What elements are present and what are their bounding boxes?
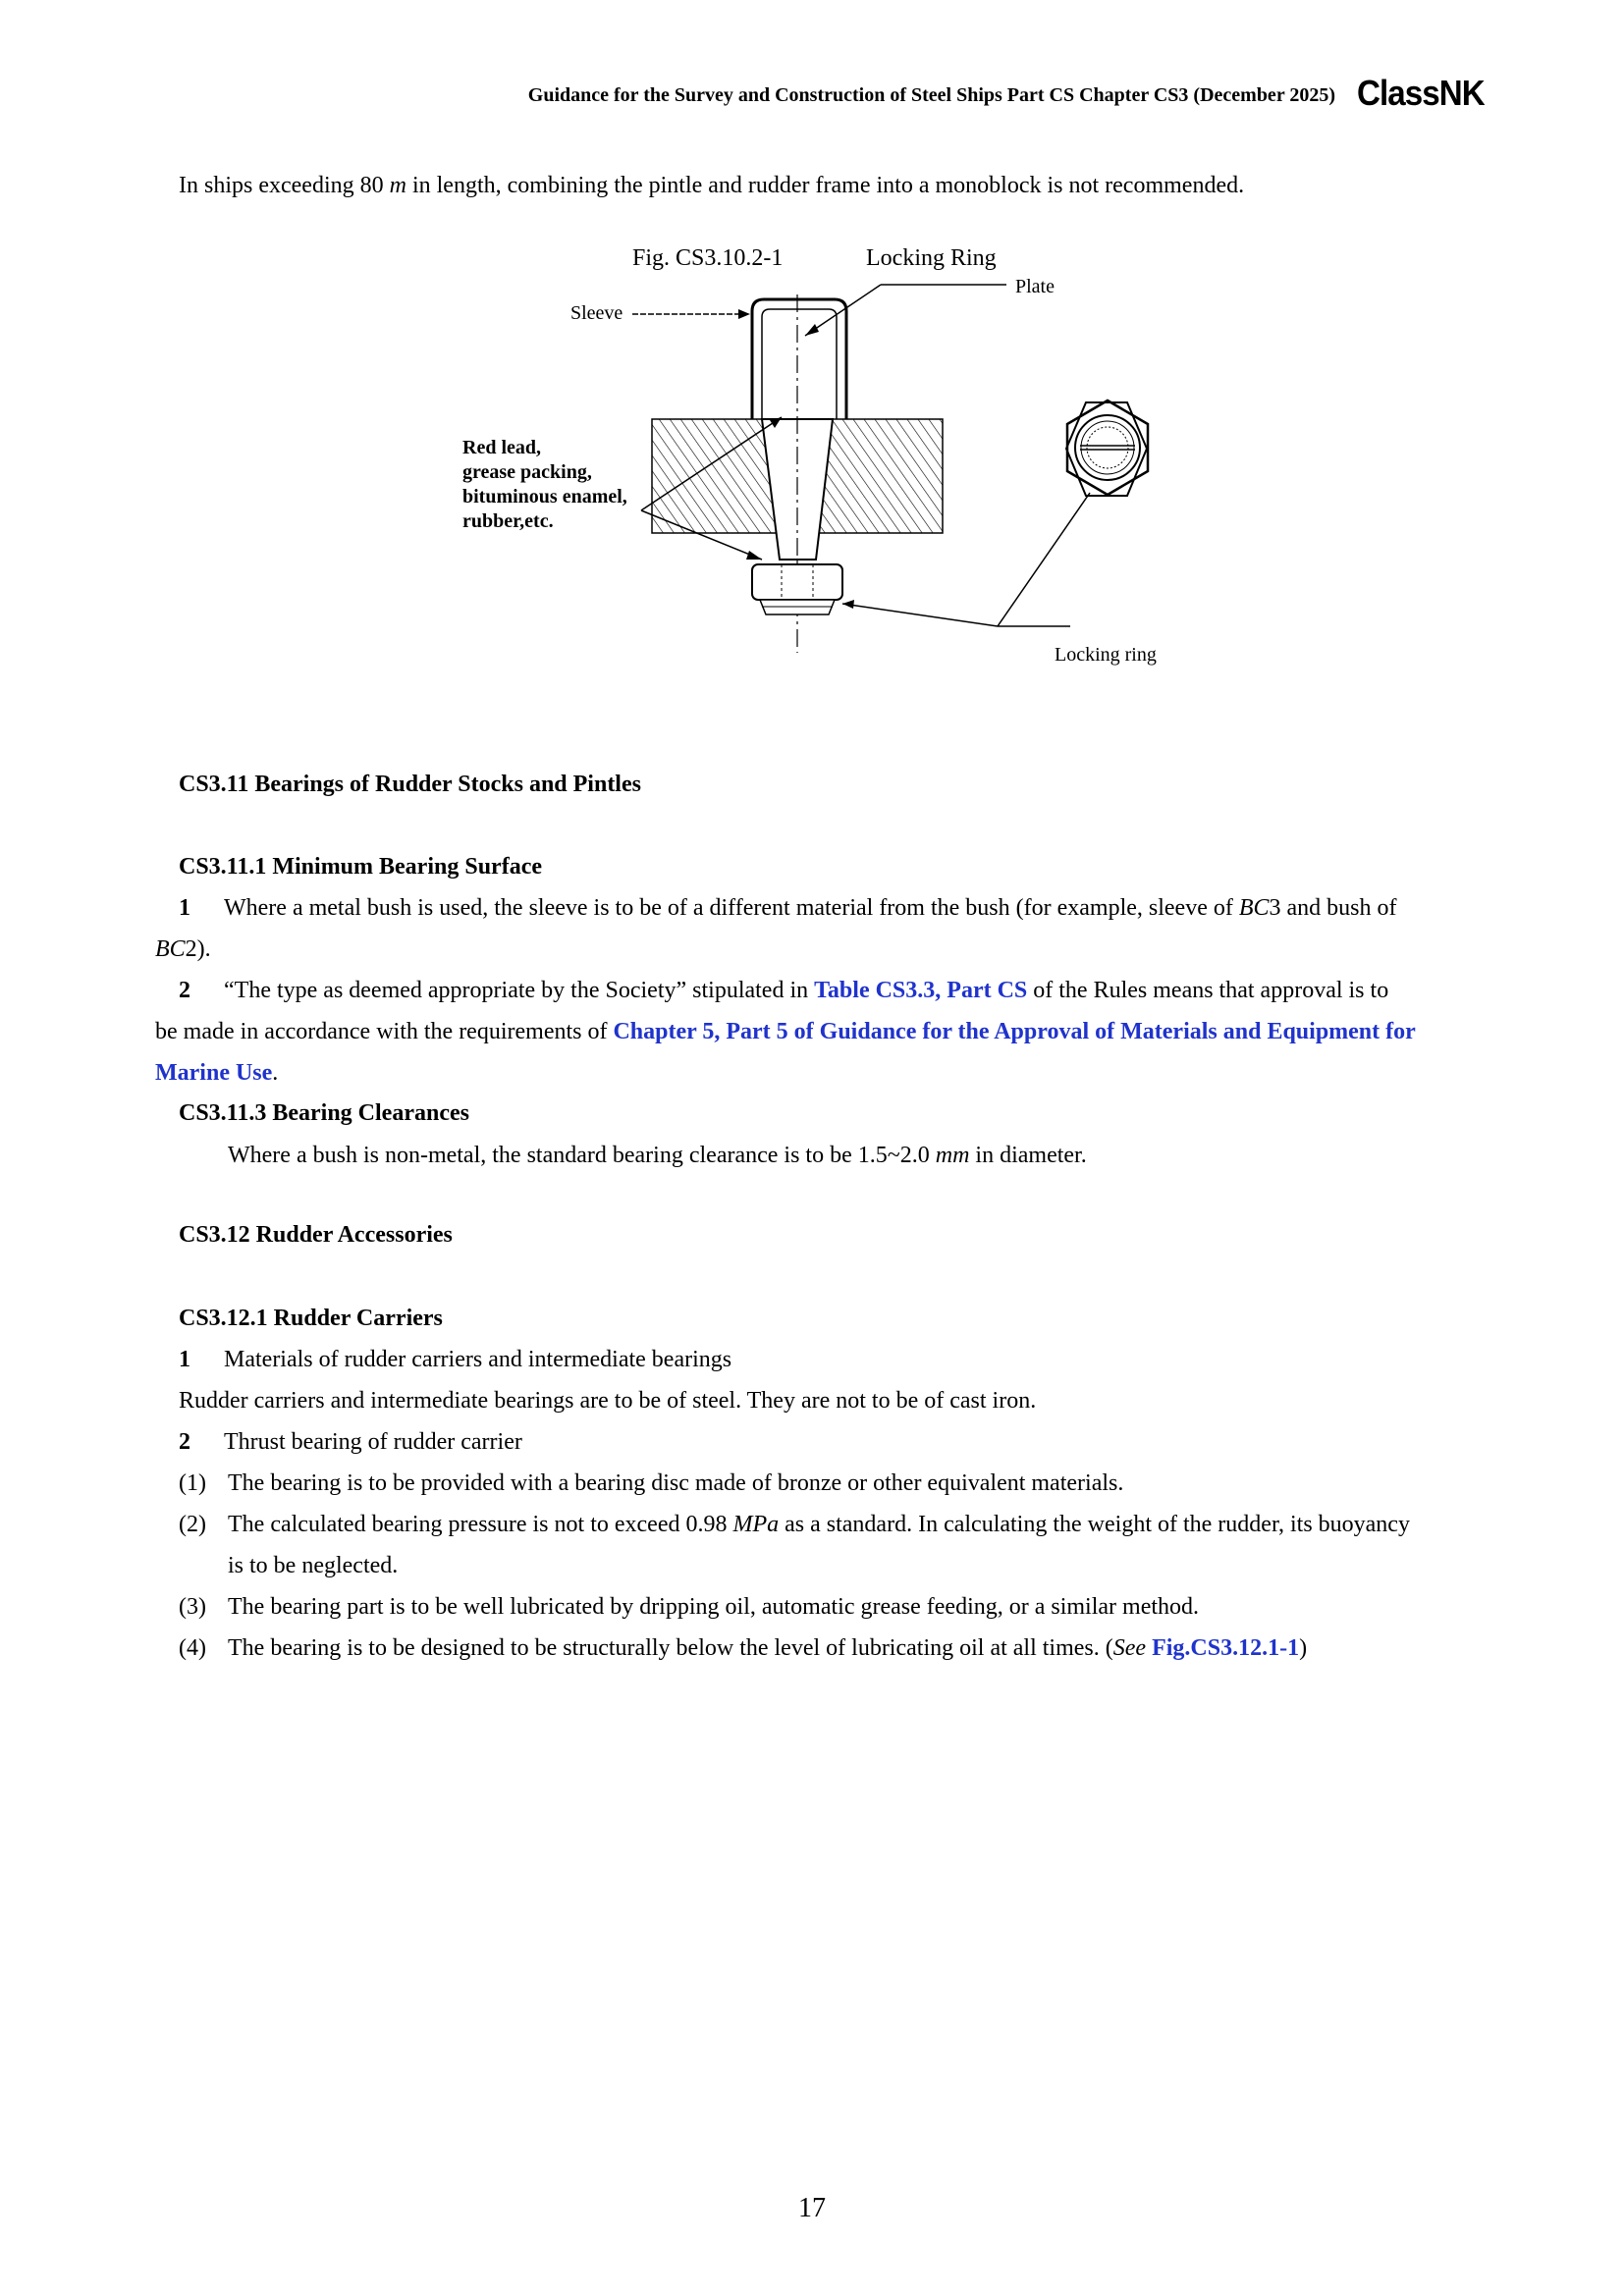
text-run: . bbox=[272, 1060, 279, 1086]
section-heading-cs3-11: CS3.11 Bearings of Rudder Stocks and Pintles bbox=[179, 772, 641, 797]
material-code: BC bbox=[155, 936, 186, 962]
item-number: 2 bbox=[179, 978, 190, 1003]
text-run: The bearing is to be designed to be structurally below the level of lubricating oil at all times. ( bbox=[228, 1635, 1113, 1661]
sub-item-number: (3) bbox=[179, 1594, 206, 1620]
label-sleeve: Sleeve bbox=[570, 302, 623, 324]
subsection-heading-cs3-12-1: CS3.12.1 Rudder Carriers bbox=[179, 1306, 443, 1331]
subsection-heading-cs3-11-1: CS3.11.1 Minimum Bearing Surface bbox=[179, 854, 542, 880]
text-run: The bearing is to be provided with a bearing disc made of bronze or other equivalent materials. bbox=[228, 1470, 1124, 1496]
intro-paragraph bbox=[179, 165, 1244, 206]
label-packing-line: grease packing, bbox=[462, 461, 592, 483]
text-run: be made in accordance with the requirements of bbox=[155, 1019, 614, 1044]
label-plate: Plate bbox=[1015, 276, 1055, 297]
link-guidance-materials[interactable]: Chapter 5, Part 5 of Guidance for the Approval of Materials and Equipment for bbox=[613, 1019, 1416, 1044]
page-number: 17 bbox=[798, 2193, 826, 2223]
sub-item-number: (2) bbox=[179, 1512, 206, 1537]
link-fig-cs3-12-1-1[interactable]: Fig.CS3.12.1-1 bbox=[1152, 1635, 1300, 1661]
sub-item-2 bbox=[179, 1504, 1410, 1545]
sub-item-4 bbox=[179, 1628, 1307, 1669]
sub-item-3 bbox=[179, 1586, 1199, 1628]
sleeve-inner bbox=[762, 309, 837, 419]
label-packing bbox=[462, 436, 627, 534]
text-run: Thrust bearing of rudder carrier bbox=[224, 1429, 522, 1455]
item-number: 1 bbox=[179, 895, 190, 921]
item-1-title bbox=[179, 1339, 731, 1380]
label-packing-line: rubber,etc. bbox=[462, 510, 554, 532]
paragraph-item-2-cont bbox=[155, 1011, 1416, 1052]
text-run: of the Rules means that approval is to bbox=[1027, 978, 1389, 1003]
text-run: 2). bbox=[185, 936, 211, 962]
section-heading-cs3-12: CS3.12 Rudder Accessories bbox=[179, 1222, 453, 1248]
item-number: 1 bbox=[179, 1347, 190, 1372]
text-run: as a standard. In calculating the weight of the rudder, its buoyancy bbox=[779, 1512, 1410, 1537]
text-run: The calculated bearing pressure is not to exceed 0.98 bbox=[228, 1512, 733, 1537]
paragraph-item-1 bbox=[179, 887, 1397, 929]
unit: MPa bbox=[732, 1512, 780, 1537]
sub-item-number: (4) bbox=[179, 1635, 206, 1661]
link-marine-use[interactable]: Marine Use bbox=[155, 1060, 273, 1086]
intro-text-2: in length, combining the pintle and rudder frame into a monoblock is not recommended. bbox=[406, 173, 1245, 198]
subsection-heading-cs3-11-3: CS3.11.3 Bearing Clearances bbox=[179, 1100, 469, 1126]
unit: mm bbox=[935, 1143, 970, 1168]
item-1-text: Rudder carriers and intermediate bearings are to be of steel. They are not to be of cast iron. bbox=[179, 1388, 1037, 1414]
sub-item-2-cont: is to be neglected. bbox=[228, 1553, 399, 1578]
nut bbox=[752, 564, 842, 600]
paragraph-item-2 bbox=[179, 970, 1388, 1011]
classnk-logo: ClassNK bbox=[1357, 73, 1485, 113]
text-run: The bearing part is to be well lubricated by dripping oil, automatic grease feeding, or a similar method. bbox=[228, 1594, 1200, 1620]
link-table-cs3-3[interactable]: Table CS3.3, Part CS bbox=[814, 978, 1028, 1003]
sub-item-1 bbox=[179, 1463, 1123, 1504]
label-packing-line: Red lead, bbox=[462, 437, 541, 458]
figure-caption: Fig. CS3.10.2-1 bbox=[632, 245, 784, 271]
material-code: BC bbox=[1238, 895, 1270, 921]
text-run: Materials of rudder carriers and intermediate bearings bbox=[224, 1347, 732, 1372]
see-text: See bbox=[1112, 1635, 1147, 1661]
paragraph-item-1-cont bbox=[155, 929, 211, 970]
intro-unit: m bbox=[389, 173, 406, 198]
label-locking-ring: Locking ring bbox=[1055, 644, 1157, 666]
sub-item-number: (1) bbox=[179, 1470, 206, 1496]
text-run: Where a bush is non-metal, the standard bearing clearance is to be 1.5~2.0 bbox=[228, 1143, 936, 1168]
text-run: “The type as deemed appropriate by the Society” stipulated in bbox=[224, 978, 815, 1003]
label-packing-line: bituminous enamel, bbox=[462, 486, 627, 507]
intro-text-1: In ships exceeding 80 bbox=[179, 173, 390, 198]
text-run: in diameter. bbox=[969, 1143, 1087, 1168]
figure-title: Locking Ring bbox=[866, 245, 997, 271]
paragraph-bearing-clearance bbox=[228, 1135, 1087, 1176]
text-run: ) bbox=[1299, 1635, 1308, 1661]
running-header: Guidance for the Survey and Construction of Steel Ships Part CS Chapter CS3 (December 2025) bbox=[527, 84, 1335, 106]
item-number: 2 bbox=[179, 1429, 190, 1455]
text-run: Where a metal bush is used, the sleeve is to be of a different material from the bush (for example, sleeve of bbox=[224, 895, 1239, 921]
item-2-title bbox=[179, 1421, 522, 1463]
text-run: 3 and bush of bbox=[1269, 895, 1397, 921]
paragraph-item-2-cont2 bbox=[155, 1052, 278, 1094]
